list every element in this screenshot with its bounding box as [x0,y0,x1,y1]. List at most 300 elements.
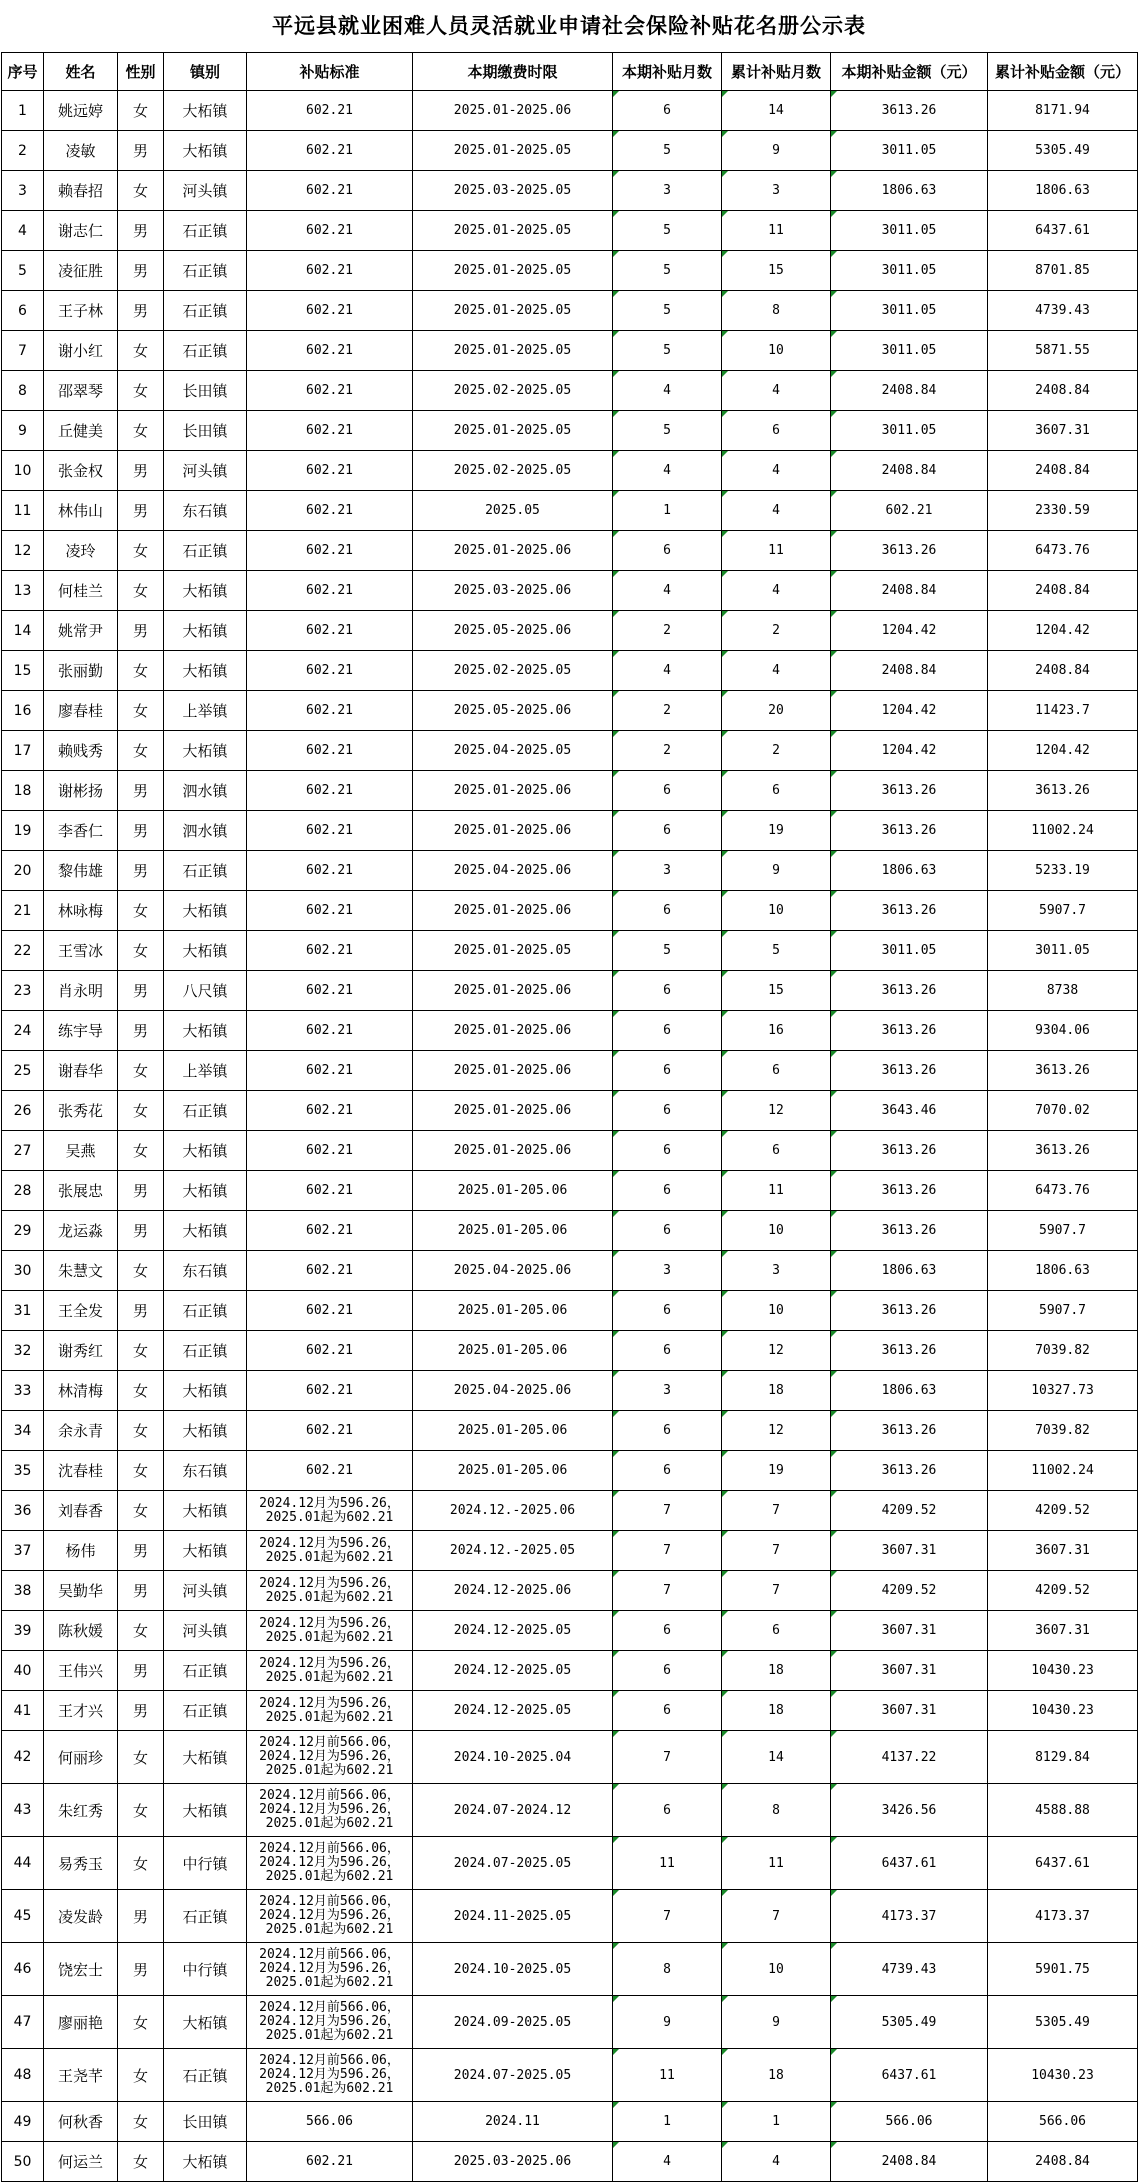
header-cum-months: 累计补贴月数 [722,53,831,91]
cell-amount: 2408.84 [831,651,988,691]
cell-town: 长田镇 [164,2102,247,2142]
cell-period: 2025.01-205.06 [413,1211,613,1251]
cell-gender: 男 [118,291,164,331]
cell-name: 张金权 [44,451,118,491]
cell-no: 38 [2,1571,44,1611]
cell-no: 36 [2,1491,44,1531]
cell-cum-months: 18 [722,2049,831,2102]
cell-cum-months: 14 [722,91,831,131]
cell-town: 石正镇 [164,1331,247,1371]
cell-months: 11 [613,2049,722,2102]
header-name: 姓名 [44,53,118,91]
cell-no: 50 [2,2142,44,2182]
cell-standard: 602.21 [247,2142,413,2182]
cell-name: 练宇导 [44,1011,118,1051]
cell-no: 48 [2,2049,44,2102]
table-row [2,891,1138,931]
cell-no: 27 [2,1131,44,1171]
cell-cum-amount: 11002.24 [988,1451,1138,1491]
cell-months: 6 [613,1331,722,1371]
cell-cum-months: 7 [722,1531,831,1571]
table-row [2,1651,1138,1691]
cell-gender: 男 [118,1651,164,1691]
cell-name: 饶宏士 [44,1943,118,1996]
cell-no: 11 [2,491,44,531]
cell-standard: 2024.12月为596.26， 2025.01起为602.21 [247,1571,413,1611]
cell-no: 32 [2,1331,44,1371]
cell-period: 2024.12-2025.05 [413,1691,613,1731]
cell-amount: 3613.26 [831,91,988,131]
cell-cum-months: 7 [722,1491,831,1531]
cell-town: 大柘镇 [164,891,247,931]
table-row [2,1890,1138,1943]
cell-period: 2025.05 [413,491,613,531]
cell-no: 6 [2,291,44,331]
cell-amount: 3011.05 [831,291,988,331]
cell-amount: 3613.26 [831,971,988,1011]
cell-town: 石正镇 [164,1091,247,1131]
cell-name: 黎伟雄 [44,851,118,891]
cell-amount: 3613.26 [831,1331,988,1371]
cell-period: 2025.01-2025.05 [413,211,613,251]
cell-gender: 男 [118,451,164,491]
cell-town: 大柘镇 [164,1731,247,1784]
cell-months: 6 [613,91,722,131]
header-months: 本期补贴月数 [613,53,722,91]
cell-town: 大柘镇 [164,131,247,171]
cell-period: 2024.11-2025.05 [413,1890,613,1943]
cell-gender: 男 [118,1571,164,1611]
cell-gender: 女 [118,891,164,931]
cell-cum-amount: 8129.84 [988,1731,1138,1784]
cell-town: 大柘镇 [164,1531,247,1571]
cell-amount: 3613.26 [831,891,988,931]
cell-town: 石正镇 [164,1890,247,1943]
cell-gender: 女 [118,1051,164,1091]
cell-cum-months: 14 [722,1731,831,1784]
cell-cum-amount: 4209.52 [988,1571,1138,1611]
cell-amount: 6437.61 [831,2049,988,2102]
cell-town: 大柘镇 [164,1171,247,1211]
cell-months: 3 [613,171,722,211]
cell-gender: 男 [118,1171,164,1211]
cell-cum-amount: 8701.85 [988,251,1138,291]
table-row [2,931,1138,971]
cell-months: 6 [613,971,722,1011]
cell-no: 41 [2,1691,44,1731]
cell-cum-months: 10 [722,1943,831,1996]
table-row [2,1251,1138,1291]
cell-town: 长田镇 [164,411,247,451]
cell-months: 6 [613,531,722,571]
cell-cum-amount: 6437.61 [988,211,1138,251]
cell-no: 7 [2,331,44,371]
cell-no: 42 [2,1731,44,1784]
cell-no: 40 [2,1651,44,1691]
cell-cum-amount: 3607.31 [988,1531,1138,1571]
cell-standard: 602.21 [247,1131,413,1171]
cell-period: 2025.01-2025.06 [413,971,613,1011]
cell-period: 2025.05-2025.06 [413,611,613,651]
cell-cum-months: 1 [722,2102,831,2142]
cell-standard: 602.21 [247,1171,413,1211]
cell-cum-months: 3 [722,171,831,211]
cell-standard: 2024.12月前566.06， 2024.12月为596.26， 2025.01起为602.21 [247,1784,413,1837]
cell-town: 泗水镇 [164,811,247,851]
cell-no: 33 [2,1371,44,1411]
cell-cum-amount: 3607.31 [988,1611,1138,1651]
cell-standard: 602.21 [247,171,413,211]
cell-cum-amount: 5305.49 [988,131,1138,171]
cell-name: 朱慧文 [44,1251,118,1291]
cell-standard: 2024.12月为596.26， 2025.01起为602.21 [247,1651,413,1691]
cell-period: 2025.01-2025.06 [413,811,613,851]
cell-cum-amount: 2408.84 [988,651,1138,691]
cell-no: 19 [2,811,44,851]
cell-town: 大柘镇 [164,1371,247,1411]
cell-cum-amount: 5907.7 [988,1211,1138,1251]
cell-town: 河头镇 [164,1611,247,1651]
page-title: 平远县就业困难人员灵活就业申请社会保险补贴花名册公示表 [272,13,866,38]
cell-cum-amount: 1806.63 [988,1251,1138,1291]
cell-town: 东石镇 [164,1451,247,1491]
table-row [2,1411,1138,1451]
cell-period: 2025.01-2025.05 [413,931,613,971]
cell-name: 张展忠 [44,1171,118,1211]
cell-months: 6 [613,1211,722,1251]
table-row [2,371,1138,411]
cell-cum-months: 19 [722,811,831,851]
cell-standard: 602.21 [247,611,413,651]
cell-cum-months: 6 [722,1051,831,1091]
cell-months: 4 [613,651,722,691]
cell-gender: 女 [118,651,164,691]
cell-name: 林清梅 [44,1371,118,1411]
cell-cum-months: 4 [722,451,831,491]
cell-gender: 女 [118,1371,164,1411]
cell-standard: 602.21 [247,1251,413,1291]
cell-cum-amount: 8738 [988,971,1138,1011]
cell-gender: 女 [118,691,164,731]
cell-period: 2025.04-2025.06 [413,1371,613,1411]
cell-gender: 男 [118,1291,164,1331]
cell-cum-months: 15 [722,971,831,1011]
table-row [2,1291,1138,1331]
table-row [2,691,1138,731]
cell-cum-months: 12 [722,1331,831,1371]
cell-standard: 602.21 [247,1371,413,1411]
cell-standard: 2024.12月前566.06， 2024.12月为596.26， 2025.01起为602.21 [247,1837,413,1890]
cell-standard: 2024.12月为596.26， 2025.01起为602.21 [247,1491,413,1531]
cell-cum-months: 12 [722,1411,831,1451]
cell-town: 大柘镇 [164,571,247,611]
cell-cum-amount: 1204.42 [988,611,1138,651]
cell-name: 王伟兴 [44,1651,118,1691]
cell-months: 6 [613,1611,722,1651]
cell-cum-months: 15 [722,251,831,291]
cell-town: 大柘镇 [164,1411,247,1451]
cell-period: 2025.02-2025.05 [413,451,613,491]
table-row [2,1131,1138,1171]
table-row [2,1451,1138,1491]
cell-cum-amount: 2408.84 [988,571,1138,611]
cell-gender: 男 [118,211,164,251]
cell-period: 2025.01-205.06 [413,1171,613,1211]
cell-no: 28 [2,1171,44,1211]
cell-cum-months: 2 [722,731,831,771]
cell-gender: 女 [118,1091,164,1131]
cell-months: 3 [613,1371,722,1411]
cell-standard: 602.21 [247,411,413,451]
table-row [2,411,1138,451]
cell-cum-months: 6 [722,1131,831,1171]
cell-months: 6 [613,1131,722,1171]
cell-period: 2024.10-2025.05 [413,1943,613,1996]
cell-town: 大柘镇 [164,1011,247,1051]
table-row [2,611,1138,651]
cell-no: 23 [2,971,44,1011]
cell-amount: 3607.31 [831,1651,988,1691]
cell-name: 余永青 [44,1411,118,1451]
cell-no: 1 [2,91,44,131]
cell-period: 2024.12.-2025.05 [413,1531,613,1571]
cell-gender: 男 [118,611,164,651]
cell-gender: 男 [118,1011,164,1051]
cell-cum-months: 4 [722,651,831,691]
cell-name: 易秀玉 [44,1837,118,1890]
cell-no: 20 [2,851,44,891]
cell-cum-amount: 3607.31 [988,411,1138,451]
cell-name: 何桂兰 [44,571,118,611]
cell-months: 9 [613,1996,722,2049]
cell-name: 谢秀红 [44,1331,118,1371]
cell-period: 2025.04-2025.05 [413,731,613,771]
cell-gender: 女 [118,331,164,371]
cell-amount: 3607.31 [831,1611,988,1651]
cell-town: 上举镇 [164,1051,247,1091]
cell-months: 3 [613,1251,722,1291]
cell-gender: 男 [118,851,164,891]
table-row [2,1091,1138,1131]
cell-cum-amount: 2408.84 [988,371,1138,411]
table-row [2,851,1138,891]
cell-standard: 602.21 [247,451,413,491]
cell-standard: 602.21 [247,771,413,811]
cell-cum-months: 11 [722,211,831,251]
cell-cum-months: 9 [722,851,831,891]
cell-town: 石正镇 [164,531,247,571]
cell-period: 2025.01-205.06 [413,1411,613,1451]
cell-period: 2025.01-2025.06 [413,1091,613,1131]
cell-months: 2 [613,611,722,651]
cell-standard: 602.21 [247,691,413,731]
cell-amount: 3613.26 [831,1291,988,1331]
cell-cum-amount: 3613.26 [988,1131,1138,1171]
cell-cum-amount: 10430.23 [988,1691,1138,1731]
cell-cum-amount: 11423.7 [988,691,1138,731]
cell-standard: 602.21 [247,531,413,571]
cell-period: 2025.01-205.06 [413,1451,613,1491]
cell-town: 石正镇 [164,1651,247,1691]
cell-cum-amount: 3011.05 [988,931,1138,971]
cell-no: 34 [2,1411,44,1451]
cell-town: 石正镇 [164,211,247,251]
cell-amount: 5305.49 [831,1996,988,2049]
cell-period: 2025.01-2025.05 [413,331,613,371]
cell-town: 大柘镇 [164,651,247,691]
cell-gender: 男 [118,1943,164,1996]
cell-months: 6 [613,1051,722,1091]
cell-town: 东石镇 [164,1251,247,1291]
cell-no: 2 [2,131,44,171]
cell-name: 王子林 [44,291,118,331]
cell-no: 4 [2,211,44,251]
cell-months: 6 [613,1651,722,1691]
cell-town: 河头镇 [164,171,247,211]
cell-period: 2025.01-2025.05 [413,251,613,291]
cell-cum-amount: 5901.75 [988,1943,1138,1996]
table-row [2,771,1138,811]
cell-no: 15 [2,651,44,691]
cell-town: 东石镇 [164,491,247,531]
table-row [2,1171,1138,1211]
cell-cum-months: 9 [722,1996,831,2049]
cell-standard: 602.21 [247,571,413,611]
cell-gender: 女 [118,1251,164,1291]
cell-gender: 女 [118,1837,164,1890]
cell-no: 5 [2,251,44,291]
header-amount: 本期补贴金额（元） [831,53,988,91]
table-row [2,1371,1138,1411]
cell-gender: 女 [118,2142,164,2182]
cell-town: 石正镇 [164,2049,247,2102]
cell-standard: 602.21 [247,1411,413,1451]
cell-cum-months: 11 [722,1837,831,1890]
header-no: 序号 [2,53,44,91]
table-row [2,971,1138,1011]
cell-months: 4 [613,2142,722,2182]
cell-standard: 2024.12月为596.26， 2025.01起为602.21 [247,1611,413,1651]
cell-cum-amount: 11002.24 [988,811,1138,851]
cell-cum-months: 20 [722,691,831,731]
cell-amount: 1204.42 [831,611,988,651]
cell-months: 4 [613,571,722,611]
cell-months: 5 [613,931,722,971]
cell-period: 2024.12.-2025.06 [413,1491,613,1531]
cell-months: 6 [613,891,722,931]
cell-gender: 女 [118,2102,164,2142]
cell-cum-months: 19 [722,1451,831,1491]
cell-cum-amount: 10327.73 [988,1371,1138,1411]
cell-standard: 566.06 [247,2102,413,2142]
cell-name: 肖永明 [44,971,118,1011]
table-row [2,1571,1138,1611]
cell-town: 大柘镇 [164,1211,247,1251]
cell-cum-amount: 7070.02 [988,1091,1138,1131]
table-row [2,2102,1138,2142]
cell-standard: 602.21 [247,811,413,851]
cell-town: 大柘镇 [164,1996,247,2049]
cell-months: 5 [613,291,722,331]
table-row [2,1784,1138,1837]
cell-cum-amount: 7039.82 [988,1411,1138,1451]
cell-cum-amount: 5907.7 [988,891,1138,931]
cell-cum-amount: 10430.23 [988,1651,1138,1691]
table-row [2,1691,1138,1731]
cell-standard: 602.21 [247,1291,413,1331]
cell-standard: 2024.12月为596.26， 2025.01起为602.21 [247,1531,413,1571]
cell-months: 7 [613,1731,722,1784]
table-row [2,1051,1138,1091]
cell-gender: 女 [118,1784,164,1837]
cell-cum-amount: 9304.06 [988,1011,1138,1051]
cell-cum-amount: 2408.84 [988,2142,1138,2182]
cell-standard: 602.21 [247,1331,413,1371]
cell-amount: 3613.26 [831,531,988,571]
cell-amount: 1806.63 [831,1371,988,1411]
cell-gender: 女 [118,1331,164,1371]
cell-amount: 2408.84 [831,371,988,411]
cell-name: 朱红秀 [44,1784,118,1837]
cell-period: 2025.05-2025.06 [413,691,613,731]
cell-name: 何丽珍 [44,1731,118,1784]
cell-period: 2024.07-2025.05 [413,1837,613,1890]
header-gender: 性别 [118,53,164,91]
cell-cum-months: 4 [722,491,831,531]
cell-no: 13 [2,571,44,611]
cell-town: 大柘镇 [164,611,247,651]
cell-standard: 602.21 [247,1451,413,1491]
cell-amount: 4137.22 [831,1731,988,1784]
cell-period: 2025.01-2025.06 [413,1011,613,1051]
cell-standard: 2024.12月前566.06， 2024.12月为596.26， 2025.01起为602.21 [247,1996,413,2049]
cell-months: 5 [613,211,722,251]
cell-name: 谢春华 [44,1051,118,1091]
cell-cum-months: 8 [722,291,831,331]
cell-period: 2025.01-2025.05 [413,131,613,171]
table-row [2,2049,1138,2102]
cell-name: 王尧芊 [44,2049,118,2102]
cell-amount: 3613.26 [831,1011,988,1051]
cell-amount: 3613.26 [831,1051,988,1091]
cell-town: 大柘镇 [164,1131,247,1171]
cell-cum-months: 11 [722,531,831,571]
cell-period: 2024.12-2025.05 [413,1651,613,1691]
cell-name: 赖贱秀 [44,731,118,771]
cell-months: 5 [613,411,722,451]
cell-cum-months: 10 [722,1211,831,1251]
cell-months: 5 [613,131,722,171]
cell-town: 大柘镇 [164,1491,247,1531]
cell-amount: 3613.26 [831,1411,988,1451]
cell-town: 石正镇 [164,1291,247,1331]
cell-no: 25 [2,1051,44,1091]
cell-months: 6 [613,1784,722,1837]
table-row [2,211,1138,251]
table-row [2,1996,1138,2049]
cell-period: 2025.01-2025.06 [413,531,613,571]
cell-town: 泗水镇 [164,771,247,811]
cell-town: 中行镇 [164,1943,247,1996]
cell-name: 谢彬扬 [44,771,118,811]
table-row [2,2142,1138,2182]
cell-period: 2025.01-205.06 [413,1291,613,1331]
cell-cum-amount: 7039.82 [988,1331,1138,1371]
cell-cum-amount: 3613.26 [988,1051,1138,1091]
table-row [2,1611,1138,1651]
cell-name: 张丽勤 [44,651,118,691]
cell-no: 39 [2,1611,44,1651]
